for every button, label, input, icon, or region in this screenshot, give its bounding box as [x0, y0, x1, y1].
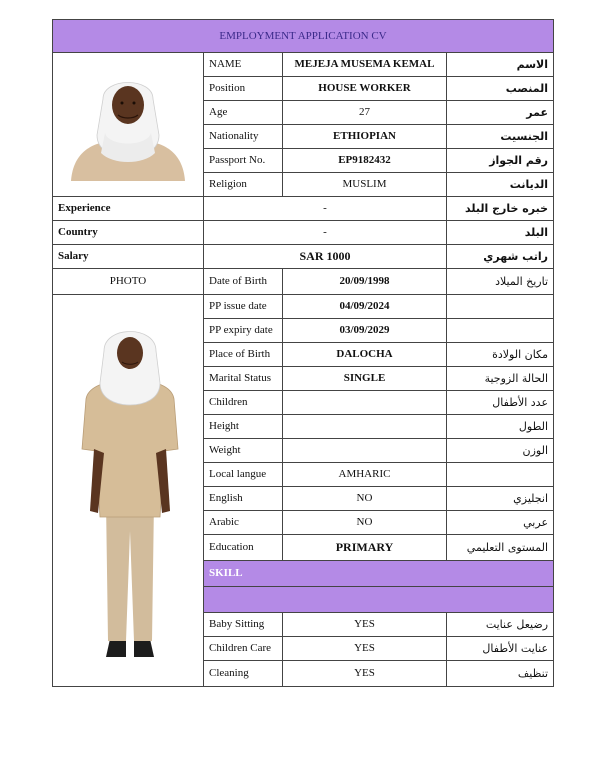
photo-label: PHOTO	[53, 269, 204, 295]
cv-table	[52, 19, 554, 687]
value-local-language: AMHARIC	[283, 463, 447, 487]
arabic-label-children: عدد الأطفال	[447, 391, 554, 415]
arabic-label-date-of-birth: تاريخ الميلاد	[447, 269, 554, 295]
value-salary: SAR 1000	[204, 245, 447, 269]
value-pp-expiry: 03/09/2029	[283, 319, 447, 343]
label-passport: Passport No.	[204, 149, 283, 173]
arabic-label-cleaning: تنظيف	[447, 661, 554, 687]
label-height: Height	[204, 415, 283, 439]
value-position: HOUSE WORKER	[283, 77, 447, 101]
label-marital-status: Marital Status	[204, 367, 283, 391]
label-weight: Weight	[204, 439, 283, 463]
value-nationality: ETHIOPIAN	[283, 125, 447, 149]
skill-header: SKILL	[204, 561, 554, 587]
arabic-label-education: المستوى التعليمي	[447, 535, 554, 561]
arabic-label-religion: الديانت	[447, 173, 554, 197]
arabic-label-position: المنصب	[447, 77, 554, 101]
row-experience	[53, 197, 554, 221]
value-education: PRIMARY	[283, 535, 447, 561]
arabic-label-salary: راتب شهري	[447, 245, 554, 269]
value-place-of-birth: DALOCHA	[283, 343, 447, 367]
value-cleaning: YES	[283, 661, 447, 687]
value-weight	[283, 439, 447, 463]
arabic-label-children-care: عنايت الأطفال	[447, 637, 554, 661]
value-country: -	[204, 221, 447, 245]
value-english: NO	[283, 487, 447, 511]
arabic-label-height: الطول	[447, 415, 554, 439]
label-education: Education	[204, 535, 283, 561]
value-pp-issue: 04/09/2024	[283, 295, 447, 319]
label-baby-sitting: Baby Sitting	[204, 613, 283, 637]
label-children-care: Children Care	[204, 637, 283, 661]
title-row	[53, 20, 554, 53]
arabic-label-age: عمر	[447, 101, 554, 125]
arabic-label-pp-expiry	[447, 319, 554, 343]
full-photo-cell	[53, 295, 204, 687]
label-religion: Religion	[204, 173, 283, 197]
label-age: Age	[204, 101, 283, 125]
label-country: Country	[53, 221, 204, 245]
label-english: English	[204, 487, 283, 511]
label-date-of-birth: Date of Birth	[204, 269, 283, 295]
arabic-label-pp-issue	[447, 295, 554, 319]
arabic-label-experience: خبره خارج البلد	[447, 197, 554, 221]
row-name	[53, 53, 554, 77]
cv-sheet	[52, 19, 553, 687]
label-arabic: Arabic	[204, 511, 283, 535]
label-nationality: Nationality	[204, 125, 283, 149]
portrait-photo-cell	[53, 53, 204, 197]
arabic-label-name: الاسم	[447, 53, 554, 77]
value-baby-sitting: YES	[283, 613, 447, 637]
value-children	[283, 391, 447, 415]
value-date-of-birth: 20/09/1998	[283, 269, 447, 295]
value-religion: MUSLIM	[283, 173, 447, 197]
arabic-label-place-of-birth: مكان الولادة	[447, 343, 554, 367]
arabic-label-baby-sitting: رضيعل عنايت	[447, 613, 554, 637]
value-age: 27	[283, 101, 447, 125]
label-name: NAME	[204, 53, 283, 77]
label-local-language: Local langue	[204, 463, 283, 487]
value-name: MEJEJA MUSEMA KEMAL	[283, 53, 447, 77]
arabic-label-weight: الوزن	[447, 439, 554, 463]
document-title: EMPLOYMENT APPLICATION CV	[53, 20, 554, 53]
row-country	[53, 221, 554, 245]
value-height	[283, 415, 447, 439]
value-passport: EP9182432	[283, 149, 447, 173]
label-salary: Salary	[53, 245, 204, 269]
label-children: Children	[204, 391, 283, 415]
arabic-label-passport: رقم الجواز	[447, 149, 554, 173]
full-body-photo	[58, 321, 198, 661]
arabic-label-english: انجليزي	[447, 487, 554, 511]
label-place-of-birth: Place of Birth	[204, 343, 283, 367]
arabic-label-arabic: عربي	[447, 511, 554, 535]
arabic-label-nationality: الجنسيت	[447, 125, 554, 149]
row-salary	[53, 245, 554, 269]
label-cleaning: Cleaning	[204, 661, 283, 687]
value-children-care: YES	[283, 637, 447, 661]
label-pp-expiry: PP expiry date	[204, 319, 283, 343]
label-position: Position	[204, 77, 283, 101]
row-pp-issue	[53, 295, 554, 319]
value-experience: -	[204, 197, 447, 221]
arabic-label-country: البلد	[447, 221, 554, 245]
portrait-photo	[58, 69, 198, 181]
row-date-of-birth	[53, 269, 554, 295]
arabic-label-local-language	[447, 463, 554, 487]
value-marital-status: SINGLE	[283, 367, 447, 391]
label-experience: Experience	[53, 197, 204, 221]
label-pp-issue: PP issue date	[204, 295, 283, 319]
arabic-label-marital-status: الحالة الزوجية	[447, 367, 554, 391]
value-arabic: NO	[283, 511, 447, 535]
skill-blank-band	[204, 587, 554, 613]
